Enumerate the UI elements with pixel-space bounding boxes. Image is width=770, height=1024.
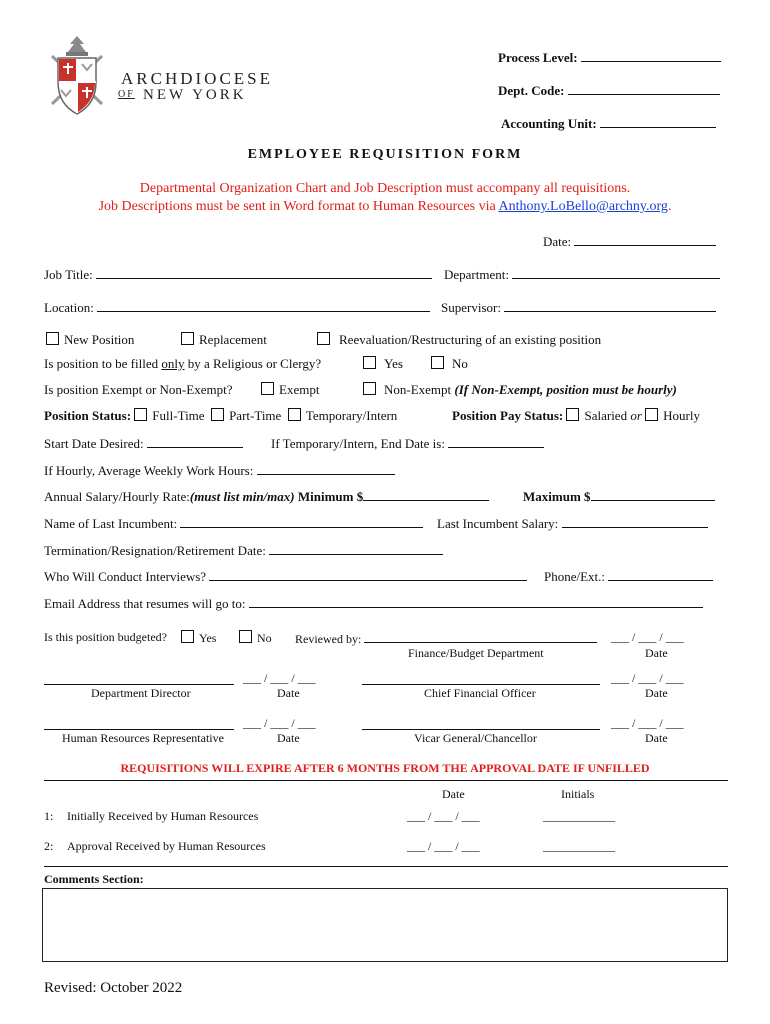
finance-date-caption: Date <box>645 646 668 660</box>
dept-director-date-blank[interactable]: ___ / ___ / ___ <box>243 671 316 685</box>
interviews-label: Who Will Conduct Interviews? <box>44 569 207 584</box>
last-incumbent-blank[interactable] <box>180 515 423 528</box>
accounting-unit-field[interactable] <box>501 115 716 132</box>
form-title: EMPLOYEE REQUISITION FORM <box>247 147 523 162</box>
archdiocese-logo <box>46 34 108 127</box>
expiration-notice: REQUISITIONS WILL EXPIRE AFTER 6 MONTHS FROM THE APPROVAL DATE IF UNFILLED <box>120 761 650 775</box>
reviewed-by-field[interactable] <box>295 630 597 647</box>
temporary-checkbox[interactable] <box>288 408 301 421</box>
religious-question <box>44 356 321 372</box>
replacement-checkbox[interactable] <box>181 332 194 345</box>
comments-divider <box>44 866 728 867</box>
department-label: Department: <box>444 267 509 282</box>
date-blank[interactable] <box>574 233 716 246</box>
hr-row-2-label: Approval Received by Human Resources <box>67 839 266 853</box>
religious-yes-option[interactable] <box>363 356 403 372</box>
hourly-option[interactable] <box>645 408 700 423</box>
end-date-label: If Temporary/Intern, End Date is: <box>271 436 445 451</box>
finance-caption: Finance/Budget Department <box>408 646 544 660</box>
date-label: Date: <box>543 234 572 249</box>
end-date-blank[interactable] <box>448 435 544 448</box>
supervisor-label: Supervisor: <box>441 300 501 315</box>
religious-yes-label: Yes <box>384 356 403 371</box>
job-title-label: Job Title: <box>44 267 93 282</box>
exempt-label: Exempt <box>279 382 320 397</box>
resume-email-label: Email Address that resumes will go to: <box>44 596 246 611</box>
temporary-option[interactable] <box>288 408 398 423</box>
process-level-blank[interactable] <box>581 49 721 62</box>
interviews-field[interactable] <box>44 568 527 585</box>
dept-director-date-caption: Date <box>277 686 300 700</box>
last-salary-label: Last Incumbent Salary: <box>437 516 559 531</box>
or-text: or <box>630 408 642 423</box>
religious-no-checkbox[interactable] <box>431 356 444 369</box>
full-time-option[interactable] <box>134 408 204 423</box>
salary-row <box>44 488 489 505</box>
hr-table-divider <box>44 780 728 781</box>
hr-row-1-label: Initially Received by Human Resources <box>67 809 259 823</box>
reviewed-by-label: Reviewed by: <box>295 632 362 646</box>
new-position-label: New Position <box>64 332 135 347</box>
non-exempt-note: (If Non-Exempt, position must be hourly) <box>454 382 677 397</box>
reevaluation-label: Reevaluation/Restructuring of an existing position <box>339 332 602 347</box>
supervisor-blank[interactable] <box>504 299 716 312</box>
comments-textarea[interactable] <box>42 888 728 962</box>
pay-status-row <box>452 408 700 424</box>
full-time-checkbox[interactable] <box>134 408 147 421</box>
maximum-label: Maximum $ <box>523 489 591 504</box>
replacement-label: Replacement <box>199 332 267 347</box>
dept-code-field[interactable] <box>498 82 720 99</box>
religious-only-text: only <box>161 356 185 371</box>
religious-yes-checkbox[interactable] <box>363 356 376 369</box>
hr-row-1-date[interactable]: ___ / ___ / ___ <box>407 809 480 823</box>
hr-rep-caption: Human Resources Representative <box>62 731 224 745</box>
salaried-option[interactable] <box>566 408 627 423</box>
hr-row-2-initials[interactable]: ____________ <box>543 839 615 853</box>
part-time-label: Part-Time <box>229 408 282 423</box>
temporary-label: Temporary/Intern <box>305 408 398 423</box>
notice-line2-text: Job Descriptions must be sent in Word format to Human Resources via <box>98 199 496 214</box>
budgeted-question: Is this position budgeted? <box>44 630 167 644</box>
termination-blank[interactable] <box>269 542 443 555</box>
must-list-note: (must list min/max) <box>189 489 295 504</box>
exempt-checkbox[interactable] <box>261 382 274 395</box>
hr-initials-header: Initials <box>561 787 595 801</box>
termination-field[interactable] <box>44 542 443 559</box>
process-level-field[interactable] <box>498 49 721 66</box>
org-name-line1: ARCHDIOCESE <box>121 69 274 88</box>
vicar-date-caption: Date <box>645 731 668 745</box>
phone-field[interactable] <box>544 568 713 585</box>
cfo-caption: Chief Financial Officer <box>424 686 536 700</box>
last-salary-blank[interactable] <box>562 515 708 528</box>
date-field[interactable] <box>543 233 716 250</box>
last-incumbent-field[interactable] <box>44 515 423 532</box>
notice-line1: Departmental Organization Chart and Job Description must accompany all requisitions. <box>139 181 631 196</box>
org-name-line2: NEW YORK <box>143 87 247 103</box>
budgeted-no-checkbox[interactable] <box>239 630 252 643</box>
coat-of-arms-icon <box>46 34 108 122</box>
avg-hours-label: If Hourly, Average Weekly Work Hours: <box>44 463 254 478</box>
budgeted-yes-checkbox[interactable] <box>181 630 194 643</box>
dept-code-blank[interactable] <box>568 82 720 95</box>
avg-hours-field[interactable] <box>44 462 395 479</box>
salaried-label: Salaried <box>584 408 628 423</box>
salaried-checkbox[interactable] <box>566 408 579 421</box>
cfo-date-blank[interactable]: ___ / ___ / ___ <box>611 671 684 685</box>
dept-code-label: Dept. Code: <box>498 83 565 98</box>
end-date-field[interactable] <box>271 435 544 452</box>
annual-rate-label: Annual Salary/Hourly Rate: <box>44 489 190 504</box>
location-blank[interactable] <box>97 299 430 312</box>
new-position-option[interactable] <box>46 332 134 348</box>
full-time-label: Full-Time <box>152 408 205 423</box>
budgeted-no-label: No <box>257 631 272 645</box>
vicar-signature[interactable] <box>362 716 600 730</box>
start-date-label: Start Date Desired: <box>44 436 144 451</box>
maximum-field[interactable] <box>523 488 715 505</box>
reviewed-by-blank[interactable] <box>364 630 597 643</box>
avg-hours-blank[interactable] <box>257 462 395 475</box>
hr-rep-date-blank[interactable]: ___ / ___ / ___ <box>243 716 316 730</box>
part-time-checkbox[interactable] <box>211 408 224 421</box>
hr-email-link[interactable]: Anthony.LoBello@archny.org <box>498 199 668 214</box>
budgeted-yes-label: Yes <box>199 631 217 645</box>
comments-label: Comments Section: <box>44 872 144 886</box>
part-time-option[interactable] <box>211 408 281 423</box>
cfo-date-caption: Date <box>645 686 668 700</box>
finance-date-blank[interactable]: ___ / ___ / ___ <box>611 630 684 644</box>
start-date-field[interactable] <box>44 435 243 452</box>
vicar-date-blank[interactable]: ___ / ___ / ___ <box>611 716 684 730</box>
supervisor-field[interactable] <box>441 299 716 316</box>
hourly-label: Hourly <box>663 408 700 423</box>
hr-row-1-number: 1: <box>44 809 54 823</box>
job-title-blank[interactable] <box>96 266 432 279</box>
budgeted-no-option[interactable] <box>239 630 272 646</box>
termination-label: Termination/Resignation/Retirement Date: <box>44 543 266 558</box>
non-exempt-label: Non-Exempt <box>384 382 452 397</box>
process-level-label: Process Level: <box>498 50 578 65</box>
minimum-label: Minimum $ <box>297 489 364 504</box>
revision-footer: Revised: October 2022 <box>44 980 183 996</box>
hr-rep-date-caption: Date <box>277 731 300 745</box>
hr-date-header: Date <box>442 787 465 801</box>
phone-label: Phone/Ext.: <box>544 569 606 584</box>
location-field[interactable] <box>44 299 430 316</box>
hourly-checkbox[interactable] <box>645 408 658 421</box>
department-blank[interactable] <box>512 266 720 279</box>
minimum-blank[interactable] <box>363 488 489 501</box>
resume-email-blank[interactable] <box>249 595 703 608</box>
hr-rep-signature[interactable] <box>44 716 234 730</box>
non-exempt-option[interactable] <box>363 382 677 398</box>
job-title-field[interactable] <box>44 266 432 283</box>
last-salary-field[interactable] <box>437 515 708 532</box>
last-incumbent-label: Name of Last Incumbent: <box>44 516 178 531</box>
religious-no-option[interactable] <box>431 356 468 372</box>
hr-row-1-initials[interactable]: ____________ <box>543 809 615 823</box>
exempt-question: Is position Exempt or Non-Exempt? <box>44 382 233 397</box>
hr-row-2-number: 2: <box>44 839 54 853</box>
cfo-signature[interactable] <box>362 671 600 685</box>
reevaluation-checkbox[interactable] <box>317 332 330 345</box>
reevaluation-option[interactable] <box>317 332 601 348</box>
non-exempt-checkbox[interactable] <box>363 382 376 395</box>
new-position-checkbox[interactable] <box>46 332 59 345</box>
religious-no-label: No <box>452 356 468 371</box>
exempt-option[interactable] <box>261 382 319 398</box>
department-field[interactable] <box>444 266 720 283</box>
location-label: Location: <box>44 300 94 315</box>
start-date-blank[interactable] <box>147 435 243 448</box>
interviews-blank[interactable] <box>209 568 527 581</box>
notice-line2-suffix: . <box>667 199 672 214</box>
maximum-blank[interactable] <box>591 488 715 501</box>
hr-row-2-date[interactable]: ___ / ___ / ___ <box>407 839 480 853</box>
replacement-option[interactable] <box>181 332 267 348</box>
accounting-unit-label: Accounting Unit: <box>501 116 597 131</box>
phone-blank[interactable] <box>608 568 713 581</box>
notice-line2 <box>0 199 770 215</box>
resume-email-field[interactable] <box>44 595 703 612</box>
pay-status-label: Position Pay Status: <box>452 408 564 423</box>
org-name-of: OF <box>118 89 135 100</box>
accounting-unit-blank[interactable] <box>600 115 716 128</box>
budgeted-yes-option[interactable] <box>181 630 216 646</box>
position-status-label: Position Status: <box>44 408 132 423</box>
religious-question-text: Is position to be filled <box>44 356 159 371</box>
vicar-caption: Vicar General/Chancellor <box>414 731 537 745</box>
religious-question-text2: by a Religious or Clergy? <box>187 356 322 371</box>
position-status-row <box>44 408 397 424</box>
dept-director-caption: Department Director <box>91 686 191 700</box>
dept-director-signature[interactable] <box>44 671 234 685</box>
